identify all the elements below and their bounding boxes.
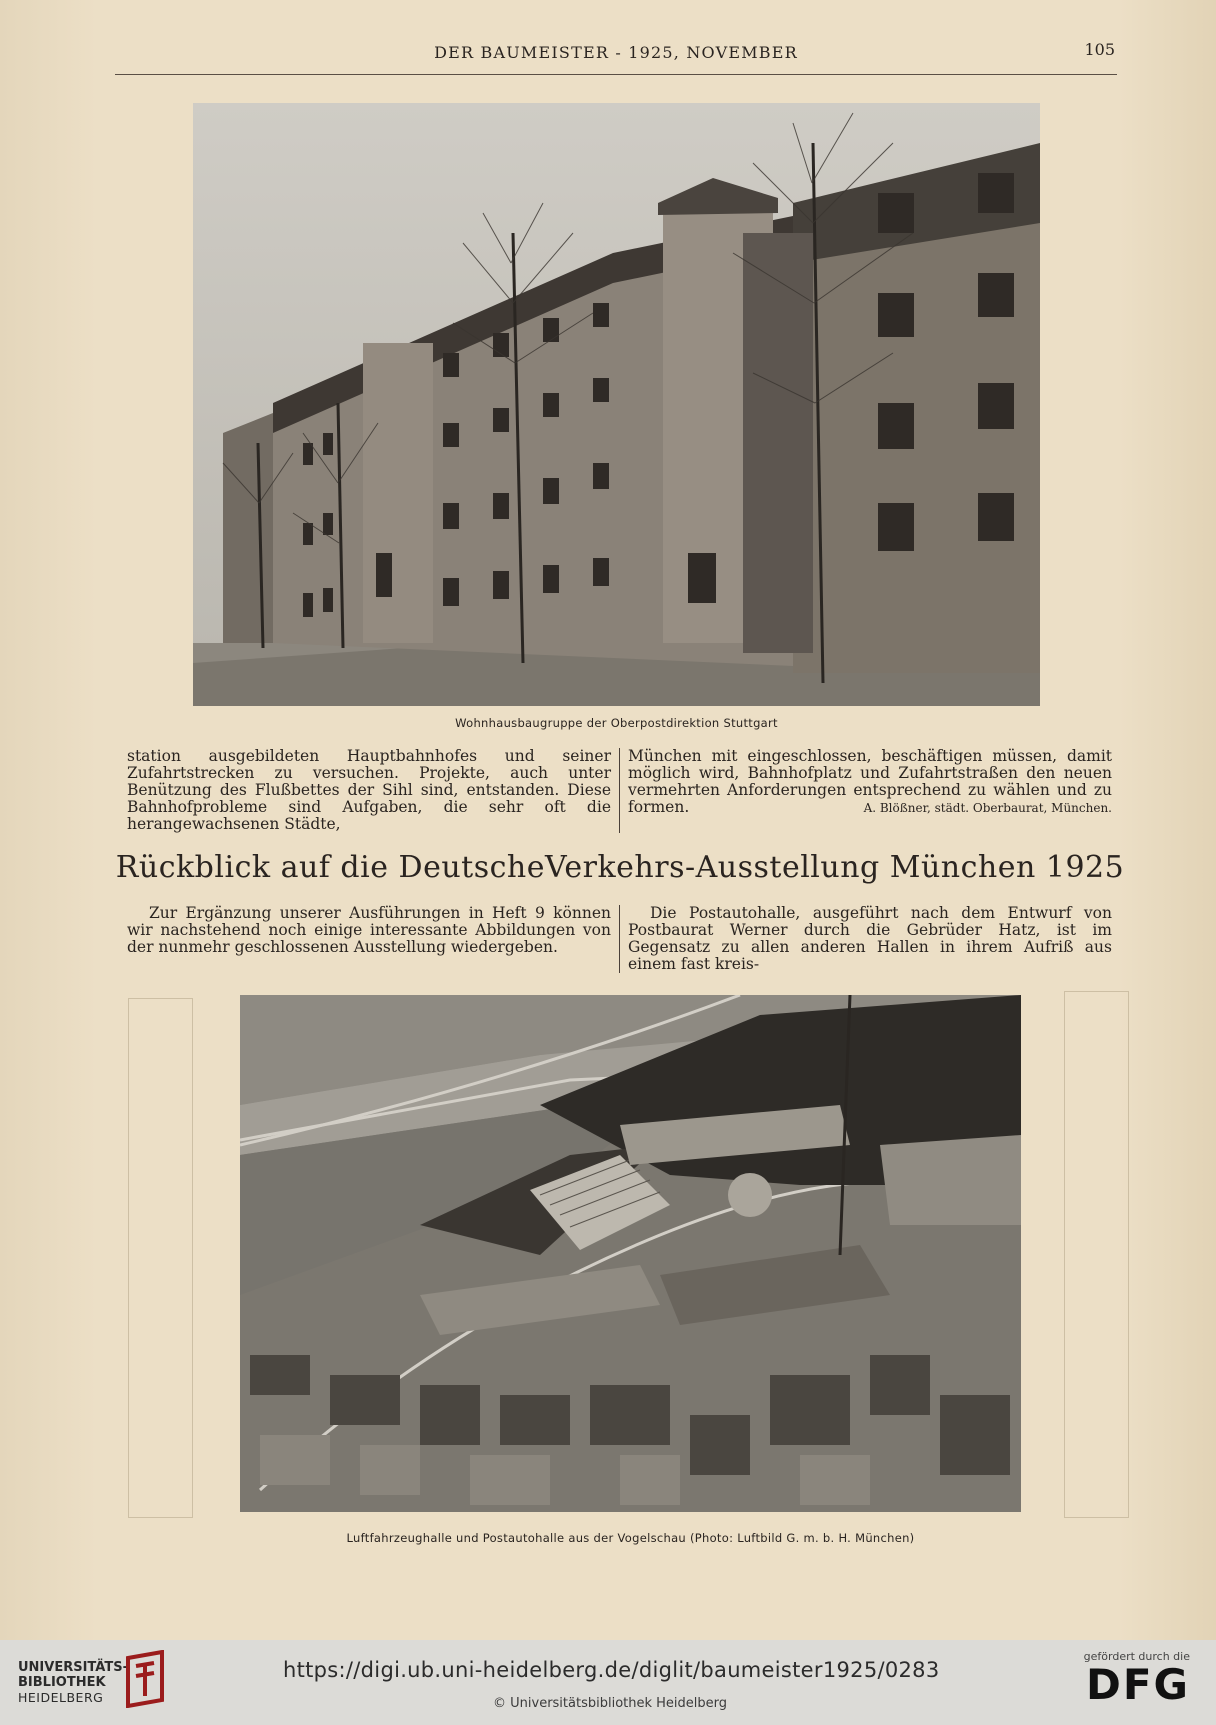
photo-caption-1: Wohnhausbaugruppe der Oberpostdirektion Stuttgart xyxy=(455,716,778,730)
footer-bar xyxy=(0,1640,1216,1725)
library-logo-line2: BIBLIOTHEK xyxy=(18,1675,106,1690)
margin-frame-right xyxy=(1064,991,1129,1518)
text-block-1-left-paragraph: station ausgebildeten Hauptbahnhofes und seiner Zufahrtstrecken zu versuchen. Projekte, auch unter Benützung des Flußbettes der Sihl sind, entstanden. Diese Bahnhofprobleme sind Aufgaben, die sehr oft die herangewachsenen Städte, xyxy=(127,747,611,833)
running-head xyxy=(115,40,1117,75)
dfg-logo[interactable] xyxy=(1084,1650,1190,1707)
text-block-2-left-paragraph: Zur Ergänzung unserer Ausführungen in Heft 9 können wir nachstehend noch einige interessante Abbildungen von der nunmehr geschlossenen Ausstellung wiedergeben. xyxy=(127,904,611,956)
library-emblem-icon xyxy=(122,1650,170,1708)
photo-aerial-view xyxy=(240,995,1021,1512)
library-logo[interactable] xyxy=(18,1660,128,1705)
page-number: 105 xyxy=(1084,40,1115,59)
margin-frame-left xyxy=(128,998,193,1518)
text-block-2 xyxy=(127,905,1112,973)
text-block-1-left xyxy=(127,748,620,833)
text-block-2-right xyxy=(620,905,1112,973)
text-block-1-right-text: München mit eingeschlossen, beschäftigen müssen, damit möglich wird, Bahnhofplatz und Zufahrtstraßen den neuen vermehrten Anforderungen entsprechend zu wählen und zu formen. xyxy=(628,747,1112,816)
copyright-notice: © Universitätsbibliothek Heidelberg xyxy=(493,1696,728,1711)
photo-apartment-building xyxy=(193,103,1040,706)
author-signature: A. Blößner, städt. Oberbaurat, München. xyxy=(863,801,1112,815)
text-block-1-right xyxy=(620,748,1112,833)
library-logo-line3: HEIDELBERG xyxy=(18,1690,104,1705)
library-logo-line1: UNIVERSITÄTS- xyxy=(18,1660,128,1675)
dfg-funded-by: gefördert durch die xyxy=(1083,1650,1190,1663)
text-block-2-right-paragraph: Die Postautohalle, ausgeführt nach dem Entwurf von Postbaurat Werner durch die Gebrüder Hatz, ist im Gegensatz zu allen anderen Hallen in ihrem Aufriß aus einem fast kreis- xyxy=(628,904,1112,973)
text-block-1-right-paragraph xyxy=(628,748,1112,816)
photo-caption-2: Luftfahrzeughalle und Postautohalle aus der Vogelschau (Photo: Luftbild G. m. b. H. München) xyxy=(346,1531,915,1545)
dfg-wordmark: DFG xyxy=(1085,1660,1190,1709)
text-block-1 xyxy=(127,748,1112,833)
text-block-2-left xyxy=(127,905,620,973)
article-title: Rückblick auf die DeutscheVerkehrs-Ausstellung München 1925 xyxy=(115,850,1125,885)
journal-title: DER BAUMEISTER - 1925, NOVEMBER xyxy=(434,43,798,62)
document-url-link[interactable]: https://digi.ub.uni-heidelberg.de/diglit/baumeister1925/0283 xyxy=(283,1658,940,1682)
